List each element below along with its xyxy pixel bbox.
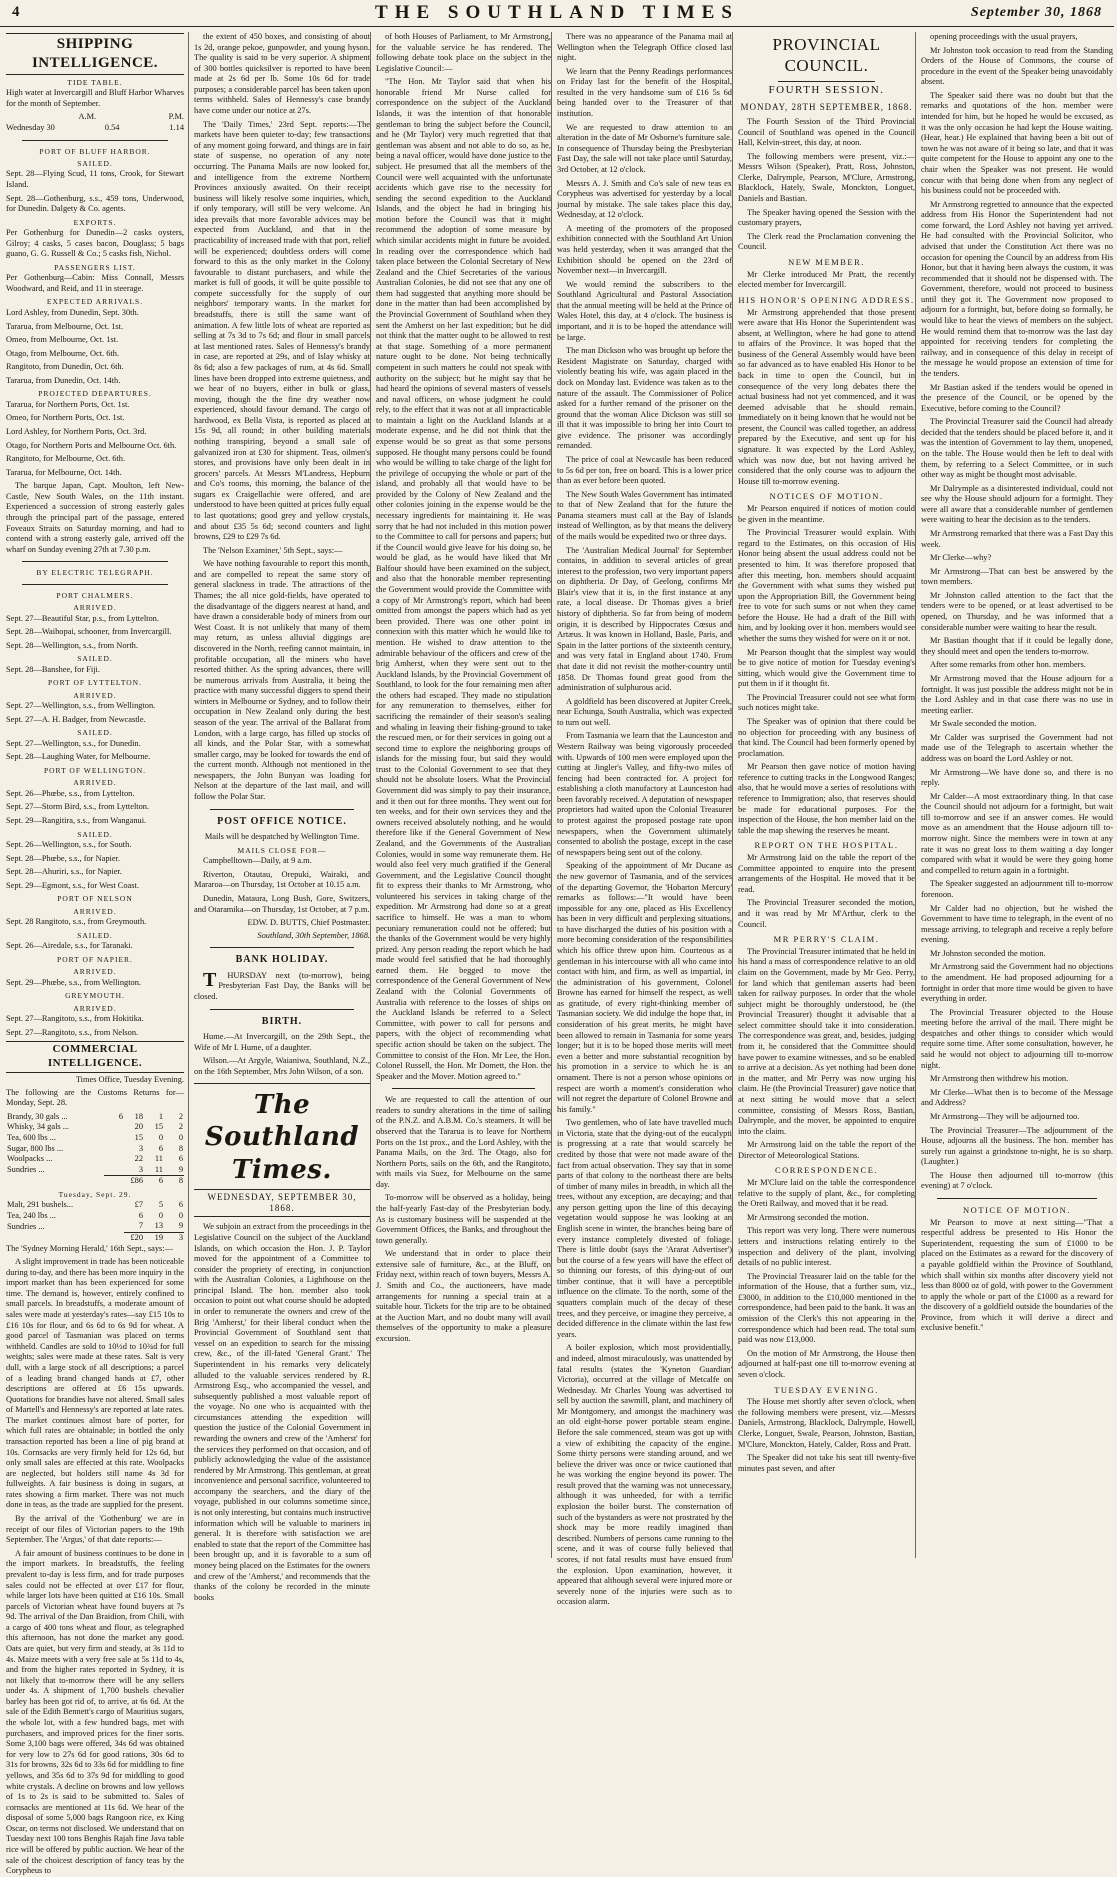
notices-paras <box>738 528 915 836</box>
paragraph: Mr Armstrong then withdrew his motion. <box>930 1074 1069 1084</box>
paragraph: Mr Armstrong—We have done so, and there is no reply. <box>921 767 1113 788</box>
paragraph: opening proceedings with the usual prayers, <box>930 32 1078 41</box>
paragraph: We are requested to call the attention of our readers to sundry alterations in the time of sailing of the P.N.Z. and A.B.M. Co.'s steamers. It will be observed that the Tararua is to leave for Northern Ports on the 1st prox., and the Lord Ashley, with the Panama Mails, on the 3rd. The Otago, also for Northern Ports, sails on the 6th, and the Rangitoto, with mails via Suez, for Melbourne on the same day. <box>376 1095 551 1189</box>
nelson-arrived <box>6 917 184 928</box>
paragraph: Mr Calder had no objection, but he wished the Government to have time to telegraph, in the event of no message arriving, to telegraph and receive a reply before evening. <box>921 903 1113 945</box>
paragraph: The Provincial Treasurer said the Council had already decided that the tenders should be placed before it, and it was the intention of Government to lay them, unopened, on the table. The House would then be left to deal with them, by referring to a Select Committee, or in such other way as might be thought most advisable. <box>921 417 1113 480</box>
table-row: Woolpacks ... 22 11 6 <box>7 1154 183 1164</box>
paragraph: The Provincial Treasurer laid on the table for the information of the House, that a further sum, viz., £3000, in addition to the £10,000 mentioned in the correspondence, had been paid to the bank. It was an omission of the Clerk's this not appearing in the correspondence which had been read. The total sum paid was now £13,000. <box>738 1271 915 1345</box>
paragraph: Mr Swale seconded the motion. <box>930 719 1037 729</box>
list-item: Sept. 27—Beautiful Star, p.s., from Lyttelton. <box>6 613 159 623</box>
list-item: Sept. 28—Laughing Water, for Melbourne. <box>6 752 151 762</box>
list-item: Sept. 27—Wellington, s.s., from Wellington. <box>6 701 156 711</box>
corr-paras <box>738 1178 915 1380</box>
port-bluff-title: PORT OF BLUFF HARBOR. <box>39 146 151 156</box>
tide-title: TIDE TABLE. <box>67 77 123 87</box>
leader-paras <box>194 1222 370 1603</box>
paragraph: The Provincial Treasurer—The adjournment of the House, adjourns all the business. The hon. member has surely run against a grindstone to-night, he is so sharp. (Laughter.) <box>921 1125 1113 1167</box>
paragraph: To-morrow will be observed as a holiday, being the half-yearly Fast-day of the Presbyterian body. As is customary business will be suspended at the Government Offices, the Banks, and throughout the town generally. <box>376 1193 551 1245</box>
postmaster-sig: EDW. D. BUTTS, Chief Postmaster. <box>247 918 370 928</box>
nelson-sailed <box>6 941 184 952</box>
session-title: FOURTH SESSION. <box>768 83 885 96</box>
list-item: Sept. 27—A. H. Badger, from Newcastle. <box>6 714 146 724</box>
paragraph: Two gentlemen, who of late have travelled much in Victoria, state that the dying-out of the eucalypti is progressing at a rate that would scarcely be credited by those that were not made aware of the fact from actual observation. They say that in some parts of that colony to the northeast there are belts of timber of many miles in breadth, in which all the trees, without any exception, are decaying; and that any person getting upon the line of this decaying vegetation would suppose he was looking at an English scene in winter, the branches being bare of every instance completely divested of foliage. There is little doubt (says the 'Ararat Advertiser') but the course of a few years will have the effect of so thinning our forests, of this dying-out of our timber continue, that it will have a perceptible influence on the climate. To the north, some of the squatters complain much of the decay of these trees, and they perceive, or imagine they perceive, a decided difference in the climate within the last few years. <box>557 1118 732 1339</box>
list-item: Tararua, from Dunedin, Oct. 14th. <box>6 375 121 385</box>
column-markets: the extent of 450 boxes, and consisting of about 1s 2d, orange pekoe, gunpowder, and young hyson. The quality is said to be very superior. A shipment of 300 bottles quicksilver is reported to have been made at 2s 6d per lb. Some 10s 6d for trade purposes; a considerable parcel has been taken upon terms withheld. Sales of Hennessy's case brandy have come under our notice at 27s. The 'Daily Times,' 23rd Sept. reports:—The markets have been quieter to-day; few transactions of any moment going forward, and things are in fair state of suspense, no operation of any note occurring. The Panama Mails are now looked for, and intelligence from the extreme Northern Provinces anxiously awaited. On their receipt business will likely resolve some inquiries, which, if only temporary, will still be very welcome. An idea prevails that more favorable advices may be expected from Auckland, and that in the practicability of increased trade with that port, relief will be experienced; doubtless orders will come forward to this as the only market in the Colony favourable to distant purchasers, and while the market is full of goods, it will be quite possible to compete successfully for the supply of our neighbors' temporary wants. In the market for breadstuffs, there is still the same want of animation. A few little lots of wheat are reported as selling at 7s 3d to 7s 6d; and flour in small parcels at last mentioned rates. Sales of Hennessy's brandy in case, are reported at 29s, and of Islay whisky at 8s 6d; also a few packages of rum, at 4s 6d. Small lines have been dropped into extreme quietness, and we hear of no buyers, either in bulk or glass, moving, though the the fine dry weather now experienced, should favour demand. The cargo of hardwood, ex Bella Vista, is reported as placed at 15s 9d, all round; in other building materials nothing transpiring, beyond a small sale of galvanized iron at £30 for shipment. Teas, oilmen's stores, and provisions have only been dealt in in grocers' parcels. At Messrs M'Landress, Hepburn and Co's rooms, this morning, the balance of the sugars ex Craigellachie were offered, and are understood to have been quitted at prices fully equal to last quotations; good grey and yellow crystals, and about £35 5s 6d; second counters and light browns, £29 to £29 7s 6d. The 'Nelson Examiner,' 5th Sept., says:— We have nothing favourable to report this month, and are compelled to repeat the same story of general slackness in trade. The attractions of the Thames; the all nice gold-fields, have operated to the disadvantage of the diggers nearest at hand, and have drawn a considerable body of miners from our West Coast. It is not unlikely that many of them may return, as unless alluvial diggings are discovered in the North, reefing cannot maintain, in profitable occupation, all the miners who have resorted thither. As the spring advances, there will be numerous arrivals from Australia, it being the practice with many successful diggers to spend their winters in Melbourne or Sydney, and to follow their occupation in New Zealand only during the best season of the year. The arrival of the Ballarat from London, with a large cargo, has filled up stocks of all kinds, and the Polar Star, with a somewhat smaller cargo, may be looked for towards the end of the current month. Although not mentioned in the newspapers, the John Bunyan was loading for Nelson at the departure of the last mail, and will follow the Polar Star. POST OFFICE NOTICE. Mails will be despatched by Wellington Time. MAILS CLOSE FOR— Campbelltown—Daily, at 9 a.m. Riverton, Otautau, Orepuki, Wairaki, and Mararoa—on Thursday, 1st October at 10.15 a.m. Dunedin, Mataura, Long Bush, Gore, Switzers, and Otaramika—on Thursday, 1st October, at 7 p.m. EDW. D. BUTTS, Chief Postmaster. Southland, 30th September, 1868. BANK HOLIDAY. THURSDAY next (to-morrow), being Presbyterian Fast Day, the Banks will be closed. BIRTH. Hume.—At Invercargill, on the 29th Sept., the Wife of Mr I. Hume, of a daughter. Wilson.—At Argyle, Waianiwa, Southland, N.Z., on the 16th September, Mrs John Wilson, of a son. The Southland Times. WEDNESDAY, SEPTEMBER 30, 1868. We subjoin an extract from the proceedings in the Legislative Council on the subject of the Auckland Islands, on which occasion the Hon. J. P. Taylor moved for the appointment of a Committee to consider the propriety of erecting, in conjunction with the Australian Colonies, a Lighthouse on the principal Island. The hon. member also took occasion to point out what course should be adopted in order to remunerate the owners and crew of the Brig 'Amherst,' for their liberal conduct when the Provincial Government of Southland sent that vessel on an expedition to search for the missing crew, &c., of the ill-fated 'General Grant.' The Superintendent in his remarks very delicately alluded to the valuable services rendered by R. Armstrong Esq., who accompanied the vessel, and subsequently published a most valuable report of the voyage. No one who is acquainted with the circumstances attending the expedition will question the justice of the Colonial Government in rewarding the owners and crew of the 'Amherst' for the services they performed on that occasion, and of publicly acknowledging the value of the assistance rendered by Mr Armstrong. This gentleman, at great inconvenience and personal sacrifice, volunteered to accompany the searchers, and the diary of the voyage, published in our columns sometime since, is not only interesting, but contains much instructive information which will be valuable to mariners in general. It is therefore with satisfaction we are enabled to state that the report of the Committee has been brought up, and it is favorable to a sum of money being placed on the Estimates for the owners and crew of the 'Amherst,' and recommends that the thanks of the colony be recorded in the minute books <box>188 32 375 1558</box>
paragraph: The New South Wales Government has intimated to that of New Zealand that for the future the Panama steamers must call at the Bay of Islands instead of Wellington, as by that means the delivery of the mails would be expedited two or three days. <box>557 489 732 542</box>
times-office: Times Office, Tuesday Evening. <box>75 1075 184 1085</box>
paragraph: Mr Armstrong laid on the table the report of the Committee appointed to enquire into the present arrangements of the Hospital. He moved that it be read. <box>738 853 915 894</box>
paragraph: Mr Armstrong seconded the motion. <box>747 1212 869 1222</box>
paragraph: Mr Dalrymple as a disinterested individual, could not see why the House should adjourn for a fortnight. They were all aware that a considerable number of gentlemen were waiting to hear the decision as to the tenders. <box>921 483 1113 525</box>
paragraph: This report was very long. There were numerous letters and instructions relating entirely to the inspection and delivery of the plant, involving details of no public interest. <box>738 1226 915 1268</box>
list-item: Sept. 29—Phœbe, s.s., from Wellington. <box>6 977 142 987</box>
paragraph: We learn that the Penny Readings performances on Friday last for the benefit of the Hospital, resulted in the very handsome sum of £16 5s 6d being handed over to the Treasurer of that institution. <box>557 66 732 119</box>
list-item: Omeo, from Melbourne, Oct. 1st. <box>6 335 119 345</box>
passengers-text: Per Gothenburg—Cabin: Miss Connall, Messrs Woodward, and Reid, and 11 in steerage. <box>6 273 184 293</box>
napier-arrived <box>6 978 184 989</box>
paragraph: The House met shortly after seven o'clock, when the following members were present, viz.—Messrs Daniels, Armstrong, Blacklock, Dalrymple, Howell, Clerke, Longuet, Swale, Pearson, Johnston, Bastian, M'Clure, Monckton, Hately, Calder, Ross and Pratt. <box>738 1397 915 1449</box>
paragraph: There was no appearance of the Panama mail at Wellington when the Telegraph Office closed last night. <box>557 32 732 63</box>
legislative-paras <box>376 32 551 1082</box>
table-row: Malt, 291 bushels... £7 5 6 <box>7 1200 183 1210</box>
bank-holiday-title: BANK HOLIDAY. <box>235 954 329 966</box>
customs-table-2 <box>6 1200 184 1243</box>
paragraph: A fair amount of business continues to be done in the import markets. In breadstuffs, the feeling prevalent to-day is less firm, and for trade purposes sales could not be effected at over £17 for flour, while larger lots have been quitted at £16 10s. Small parcels of Victorian wheat have found buyers at 7s 9d. The arrival of the Dan Braidion, from Chili, with a cargo of 400 tons wheat and flour, as telegraphed this afternoon, has not done the market any good. Oats are quiet, but very firm and steady, at 3s 11d to 4s. Maize meets with a very free sale at 5s 11d to 4s, and from the higher rates reported in Sydney, it is not likely that to-morrow there will be any sellers under 4s. A shipment of 1,700 bushels chevalier barley has been got rid of, to arrive, at 6s 6d. At the sale of the Edith Bennett's cargo of Mauritius sugars, the whole lot, with a few hundred bags, met with purchasers, and improved prices for the finer sorts. Some 3,100 bags were offered, 34s 6d was obtained for very low to 27s 6d for good rations, 30s 6d to 31s for browns, 32s 6d to 33s 6d for middling to fine yellows, and 35s 6d to 37s 9d for middling to good white crystals. A decline on browns and low yellows of 1s to 2s is said to be submitted to. Sales of cornsacks are mentioned at 11s 6d. We hear of the disposal of some 5,000 bags Rangoon rice, ex King Oscar, on terms not disclosed. We understand that on Tuesday next 100 tons Benghis Rajah fine Java table rice will be offered by public auction. We hear of the sale of the choicest description of fancy teas by the Corypheus to <box>6 1548 184 1876</box>
list-item: Sept. 29—Rangitira, s.s., from Wanganui. <box>6 816 147 826</box>
post-office-title: POST OFFICE NOTICE. <box>217 815 347 827</box>
paragraph: The Provincial Treasurer would explain. With regard to the Estimates, on this occasion of His Honor being absent the usual address could not be presented to him. It was therefore proposed that after this meeting, hon. members should acquaint the Government with what sums they wished put upon the Appropriation Bill, the Government being free to vote for such sums or not when they came before the House. He had a draft of the Bill with him, and by looking over it hon. members would see whether the sums they wished for were on it or not. <box>738 528 915 643</box>
list-item: Sept. 28—Phœbe, s.s., for Napier. <box>6 853 120 863</box>
notice-paras <box>921 1218 1113 1334</box>
chalmers-sailed <box>6 665 184 676</box>
list-item: Tararua, from Melbourne, Oct. 1st. <box>6 321 124 331</box>
chalmers-arrived <box>6 614 184 652</box>
list-item: Sept. 28—Wellington, s.s., from North. <box>6 640 138 650</box>
paragraph: Riverton, Otautau, Orepuki, Wairaki, and Mararoa—on Thursday, 1st October at 10.15 a.m. <box>194 869 370 890</box>
paragraph: Mr Johnston called attention to the fact that the tenders were to be opened, or at least advertised to be opened, on Thursday, and he was informed that a considerable number were waiting to hear the result. <box>921 590 1113 632</box>
paragraph: We subjoin an extract from the proceedings in the Legislative Council on the subject of the Auckland Islands, on which occasion the Hon. J. P. Taylor moved for the appointment of a Committee to consider the propriety of erecting, in conjunction with the Australian Colonies, a Lighthouse on the principal Island. The hon. member also took occasion to point out what course should be adopted in order to remunerate the owners and crew of the Brig 'Amherst,' for their liberal conduct when the Provincial Government of Southland sent that vessel on an expedition to search for the missing crew, &c., of the ill-fated 'General Grant.' The Superintendent in his remarks very delicately alluded to the valuable services rendered by R. Armstrong Esq., who accompanied the vessel, and subsequently published a most valuable report of the voyage. No one who is acquainted with the circumstances attending the expedition will question the justice of the Colonial Government in rewarding the owners and crew of the 'Amherst' for the services they performed on that occasion, and of publicly acknowledging the value of the assistance rendered by Mr Armstrong. This gentleman, at great inconvenience and personal sacrifice, volunteered to accompany the searchers, and the diary of the voyage, published in our columns sometime since, is not only interesting, but contains much instructive information which will be valuable to mariners in general. It is therefore with satisfaction we are enabled to state that the report of the Committee has been brought up, and it is favorable to a sum of money being placed on the Estimates for the owners and crew of the 'Amherst,' and recommends that the thanks of the colony be recorded in the minute books <box>194 1222 370 1602</box>
paragraph: Mr Bastian thought that if it could be legally done, they should meet and open the tenders to-morrow. <box>921 636 1113 656</box>
list-item: Sept. 28—Banshee, for Fiji. <box>6 664 100 674</box>
list-item: Rangitoto, for Melbourne, Oct. 6th. <box>6 454 126 464</box>
list-item: Otago, from Melbourne, Oct. 6th. <box>6 348 120 358</box>
paragraph: Speaking of the appointment of Mr Ducane as the new governor of Tasmania, and of the services of the departing Governor, the 'Hobarton Mercury' remarks as follows:—"It would have been impossible for any one, placed as His Excellency has been in very difficult and perplexing situations, to have discharged the duties of his position with a more becoming consideration of the responsibilities which his office threw upon him. Courteous as a gentleman in his intercourse with all who came into contact with him, and firm, as well as impartial, in the administration of his government, Colonel Browne has earned for himself the respect, as well as gratitude, of every right-thinking member of Tasmanian society. We did indulge the hope that, in consideration of his great merits, he might have been allowed to remain in Tasmania for some years longer; but it is to be hoped those merits will meet even a better and more substantial recognition by his promotion in a service to which he is an ornament. There is not a person whose opinions or respect are worth a moment's consideration who will not regret the departure of Colonel Browne and his family." <box>557 861 732 1114</box>
herald-paras <box>6 1257 184 1877</box>
birth-hume: Hume.—At Invercargill, on the 29th Sept., the Wife of Mr I. Hume, of a daughter. <box>194 1032 370 1052</box>
paragraph: The Provincial Treasurer intimated that he held in his hand a mass of correspondence relative to an old claim on the Government, made by Mr Geo. Perry, for land which that gentleman asserts had been taken for railway purposes. In order that the whole subject might be thoroughly understood, he (the Provincial Treasurer) thought it advisable that a select committee should take it into consideration. The correspondence was great, and, besides, judging from it, he considered that the Committee should have power to examine witnesses, and so be enabled to arrive at a decision. As yet nothing had been done in the matter, and Mr Perry was now urging his claim. He (the Provincial Treasurer) gave notice that at next sitting he would move that a select committee, consisting of Messrs Ross, Bastian, Dalrymple, and the mover, be appointed to enquire into the claim. <box>738 946 915 1136</box>
paragraph: Mr Armstrong remarked that there was a Fast Day this week. <box>921 529 1113 549</box>
list-item: Sept. 27—Rangitoto, s.s., from Hokitika. <box>6 1014 144 1024</box>
commercial-heading: COMMERCIAL INTELLIGENCE. <box>6 1041 184 1073</box>
list-item: Rangitoto, from Dunedin, Oct. 6th. <box>6 362 124 372</box>
paragraph: The 'Nelson Examiner,' 5th Sept., says:— <box>203 545 343 555</box>
paragraph: Mr Calder—A most extraordinary thing. In that case the Council should not adjourn for a fortnight, but wait till to-morrow and see if an answer comes. He would move as an amendment that the House adjourn till to-morrow night. Since the members were in town at any rate it was no great loss to them waiting a day longer compared with what it would be were they going home and compelled to return again in a fortnight. <box>921 791 1113 875</box>
paragraph: The Speaker having opened the Session with the customary prayers, <box>738 207 915 228</box>
list-item: Sept. 28—Ahuriri, s.s., for Napier. <box>6 867 122 877</box>
tide-desc: High water at Invercargill and Bluff Harbor Wharves for the month of September. <box>6 88 184 108</box>
list-item: Omeo, for Northern Ports, Oct. 1st. <box>6 413 125 423</box>
list-item: Tararua, for Northern Ports, Oct. 1st. <box>6 399 130 409</box>
paragraph: Mr Pearson then gave notice of motion having reference to cutting tracks in the Longwood Ranges; also, that he would move a series of resolutions with reference to Immigration; also, that reserves should be made for educational purposes. For the inspection of the House, the hon member laid on the table the map shewing the reserves he meant. <box>738 762 915 835</box>
paragraph: Mr Armstrong—They will be adjourned too. <box>930 1111 1080 1121</box>
paragraph: of both Houses of Parliament, to Mr Armstrong, for the valuable service he has rendered. The following debate took place on the subject in the Legislative Council:— <box>376 32 551 73</box>
paragraph: Mr Armstrong laid on the table the report of the Director of Meteorological Stations. <box>738 1140 915 1160</box>
paragraph: Mr Clerke—What then is to become of the Message and Address? <box>921 1087 1113 1108</box>
paragraph: The Speaker suggested an adjournment till to-morrow forenoon. <box>921 879 1113 899</box>
paragraph: The Speaker did not take his seat till twenty-five minutes past seven, and after <box>738 1453 915 1473</box>
markets-paras <box>194 32 370 803</box>
total-row: £20 19 3 <box>6 1233 184 1244</box>
list-item: Sept. 26—Airedale, s.s., for Taranaki. <box>6 941 133 951</box>
bank-holiday-text: THURSDAY next (to-morrow), being Presbyterian Fast Day, the Banks will be closed. <box>194 968 370 1002</box>
bluff-entries <box>6 169 184 214</box>
paragraph: The Provincial Treasurer seconded the motion, and it was read by Mr M'Arthur, clerk to the Council. <box>738 898 915 929</box>
list-item: Sept. 27—Wellington, s.s., for Dunedin. <box>6 738 141 748</box>
paragraph: We would remind the subscribers to the Southland Agricultural and Pastoral Association that the annual meeting will be held at the Prince of Wales Hotel, this day, at 4 o'clock. The business is important, and it is to be hoped the attendance will be large. <box>557 279 732 342</box>
paper-name: The Southland Times. <box>204 1089 360 1186</box>
session-paras <box>738 117 915 253</box>
list-item: Sept. 27—Storm Bird, s.s., from Lyttelton. <box>6 802 150 812</box>
barque-text: The barque Japan, Capt. Moulton, left New-Castle, New South Wales, on the 11th instant. Experienced a succession of strong easterly gales through the principal part of the passage, entered Foveaux Straits on Saturday morning, and had to contend with a strong easterly gale, arrived off the wharf on Sunday evening 27th at 7.30 p.m. <box>6 481 184 554</box>
paragraph: A goldfield has been discovered at Jupiter Creek, near Echunga, South Australia, which was expected to turn out well. <box>557 696 732 727</box>
hospital-paras <box>738 853 915 930</box>
paragraph: Mr Pearson thought that the simplest way would be to give notice of motion for Tuesday evening's sitting, which would give the Government time to put them in if it thought fit. <box>738 647 915 689</box>
paragraph: Mr Armstrong said the Government had no objections to the amendment. He had proposed adjourning for a fortnight in order that more time would be given to have everything in order. <box>921 962 1113 1004</box>
table-row: Tea, 240 lbs ... 6 0 0 <box>7 1210 183 1220</box>
paragraph: A slight improvement in trade has been noticeable during to-day, and there has been more inquiry in the import market than has been experienced for some time. The demand is, however, entirely confined to small parcels. In breadstuffs, a moderate amount of sales were made at yesterday's rates—say £15 10s to £16 10s for flour, and 6s 6d to 6s 9d for wheat. A good parcel of Tasmanian was placed on terms withheld. Candles are sold to 10½d to 10¾d for full weights; sales were made at these rates. Salt is very dull, with a large stock of all descriptions; a parcel of a leading brand changed hands at £7, other descriptions are offered at £6 15s upwards. Quotations for brandies have not altered. Small sales of Martell's and Hennessy's are reported at late rates. The market continues almost bare of porter, for which full rates are obtainable; in bottled the only transaction reported has been a line of pig brand at 10s. Cornsacks are very firmly held for 12s 6d, but only small sales are effected at this rate. Woolpacks are neglected, but holders still name 4s 3d for fullweights. A fair business is doing in sugars, at rates showing a firm market. There was not much done in teas, as the trade are supplied for the present. <box>6 1257 184 1510</box>
paragraph: The 'Daily Times,' 23rd Sept. reports:—The markets have been quieter to-day; few transactions of any moment going forward, and things are in fair state of suspense, no operation of any note occurring. The Panama Mails are now looked for, and intelligence from the extreme Northern Provinces anxiously awaited. On their receipt business will likely resolve some inquiries, which, if only temporary, will still be very welcome. An idea prevails that more favorable advices may be expected from Auckland, and that in the practicability of increased trade with that port, relief will be experienced; doubtless orders will come forward to this as the only market in the Colony favourable to distant purchasers, and while the market is full of goods, it will be quite possible to compete successfully for the supply of our neighbors' temporary wants. In the market for breadstuffs, there is still the same want of animation. A few little lots of wheat are reported as selling at 7s 3d to 7s 6d; and flour in small parcels at last mentioned rates. Sales of Hennessy's brandy in case, are reported at 29s, and of Islay whisky at 8s 6d; also a few packages of rum, at 4s 6d. Small lines have been dropped into extreme quietness, and we hear of no buyers, either in bulk or glass, moving, though the the fine dry weather now experienced, should favour demand. The cargo of hardwood, ex Bella Vista, is reported as placed at 15s 9d, all round; in other building materials nothing transpiring, beyond a small sale of galvanized iron at £30 for shipment. Teas, oilmen's stores, and provisions have only been dealt in in grocers' parcels. At Messrs M'Landress, Hepburn and Co's rooms, this morning, the balance of the sugars ex Craigellachie were offered, and are understood to have been quitted at prices fully equal to last quotations; good grey and yellow crystals, and about £35 5s 6d; second counters and light browns, £29 to £29 7s 6d. <box>194 119 370 542</box>
lyttelton-arrived <box>6 701 184 725</box>
telegraph-title: BY ELECTRIC TELEGRAPH. <box>36 568 154 578</box>
paragraph: Mr Johnston took occasion to read from the Standing Orders of the House of Commons, the course of procedure in the event of the Speaker being unavoidably absent. <box>921 45 1113 87</box>
table-row: Whisky, 34 gals ... 20 15 2 <box>7 1122 183 1132</box>
column-shipping: SHIPPING INTELLIGENCE. TIDE TABLE. High water at Invercargill and Bluff Harbor Wharves for the month of September. A.M. P.M. Wednesday 30 0.54 1.14 PORT OF BLUFF HARBOR. SAILED. Sept. 28—Flying Scud, 11 tons, Crook, for Stewart Island. Sept. 28—Gothenburg, s.s., 459 tons, Underwood, for Dunedin. Dalgety & Co. agents. EXPORTS. Per Gothenburg for Dunedin—2 casks oysters, Gilroy; 4 casks, 5 cases bacon, Douglass; 5 bags guano, G. G. Russell & Co.; 5 casks fish, Nichol. PASSENGERS LIST. Per Gothenburg—Cabin: Miss Connall, Messrs Woodward, and Reid, and 11 in steerage. EXPECTED ARRIVALS. Lord Ashley, from Dunedin, Sept. 30th. Tararua, from Melbourne, Oct. 1st. Omeo, from Melbourne, Oct. 1st. Otago, from Melbourne, Oct. 6th. Rangitoto, from Dunedin, Oct. 6th. Tararua, from Dunedin, Oct. 14th. PROJECTED DEPARTURES. Tararua, for Northern Ports, Oct. 1st. Omeo, for Northern Ports, Oct. 1st. Lord Ashley, for Northern Ports, Oct. 3rd. Otago, for Northern Ports and Melbourne Oct. 6th. Rangitoto, for Melbourne, Oct. 6th. Tararua, for Melbourne, Oct. 14th. The barque Japan, Capt. Moulton, left New-Castle, New South Wales, on the 11th instant. Experienced a succession of strong easterly gales through the principal part of the passage, entered Foveaux Straits on Saturday morning, and had to contend with a strong easterly gale, arrived off the wharf on Sunday evening 27th at 7.30 p.m. BY ELECTRIC TELEGRAPH. PORT CHALMERS. ARRIVED. Sept. 27—Beautiful Star, p.s., from Lyttelton. Sept. 28—Waihopai, schooner, from Invercargill. Sept. 28—Wellington, s.s., from North. SAILED. Sept. 28—Banshee, for Fiji. PORT OF LYTTELTON. ARRIVED. Sept. 27—Wellington, s.s., from Wellington. Sept. 27—A. H. Badger, from Newcastle. SAILED. Sept. 27—Wellington, s.s., for Dunedin. Sept. 28—Laughing Water, for Melbourne. PORT OF WELLINGTON. ARRIVED. Sept. 26—Phœbe, s.s., from Lyttelton. Sept. 27—Storm Bird, s.s., from Lyttelton. Sept. 29—Rangitira, s.s., from Wanganui. SAILED. Sept. 26—Wellington, s.s., for South. Sept. 28—Phœbe, s.s., for Napier. Sept. 28—Ahuriri, s.s., for Napier. Sept. 29—Egmont, s.s., for West Coast. PORT OF NELSON ARRIVED. Sept. 28 Rangitoto, s.s., from Greymouth. SAILED. Sept. 26—Airedale, s.s., for Taranaki. PORT OF NAPIER. ARRIVED. Sept. 29—Phœbe, s.s., from Wellington. GREYMOUTH. ARRIVED. Sept. 27—Rangitoto, s.s., from Hokitika. Sept. 27—Rangitoto, s.s., from Nelson. COMMERCIAL INTELLIGENCE. Times Office, Tuesday Evening. The following are the Customs Returns for—Monday, Sept. 28. Brandy, 30 gals ... 6 18 1 2 Whisky, 34 gals ... 20 15 2 Tea, 600 lbs ... 15 0 0 Sugar, 800 lbs ... 3 6 8 Woolpacks ... 22 11 6 Sundries ... 3 11 9 £86 6 8 Tuesday, Sept. 29. Malt, 291 bushels... £7 5 6 Tea, 240 lbs ... 6 0 0 Sundries ... 7 13 9 £20 19 3 The 'Sydney Morning Herald,' 16th Sept., says:— A slight improvement in trade has been noticeable during to-day, and there has been more inquiry in the import market than has been experienced for some time. The demand is, however, entirely confined to small parcels. In breadstuffs, a moderate amount of sales were made at yesterday's rates—say £15 10s to £16 10s for flour, and 6s 6d to 6s 9d for wheat. A good parcel of Tasmanian was placed on terms withheld. Candles are sold to 10½d to 10¾d for full weights; sales were made at these rates. Salt is very dull, with a large stock of all descriptions; a parcel of a leading brand changed hands at £7, other descriptions are offered at £6 15s upwards. Quotations for brandies have not altered. Small sales of Martell's and Hennessy's are reported at late rates. The market continues almost bare of porter, for which full rates are obtainable; in bottled the only transaction reported has been a line of pig brand at 10s. Cornsacks are very firmly held for 12s 6d, but only small sales are effected at this rate. Woolpacks are neglected, but holders still name 4s 3d for fullweights. A fair business is doing in sugars, at rates showing a firm market. There was not much done in teas, as the trade are supplied for the present. By the arrival of the 'Gothenburg' we are in receipt of our files of Victorian papers to the 19th September. The 'Argus,' of that date reports:— A fair amount of business continues to be done in the import markets. In breadstuffs, the feeling prevalent to-day is less firm, and for trade purposes sales could not be effected at over £17 for flour, while larger lots have been quitted at £16 10s. Small parcels of Victorian wheat have found buyers at 7s 9d. The arrival of the Dan Braidion, from Chili, with a cargo of 400 tons wheat and flour, as telegraphed this afternoon, has not done the market any good. Oats are quiet, but very firm and steady, at 3s 11d to 4s. Maize meets with a very free sale at 5s 11d to 4s, and from the higher rates reported in Sydney, it is not likely that to-morrow there will be any sellers under 4s. A shipment of 1,700 bushels chevalier barley has been got rid of, to arrive, at 6s 6d. At the sale of the Edith Bennett's cargo of Mauritius sugars, the whole lot, with a few hundred bags, met with purchasers, and improved prices for the finer sorts. Some 3,100 bags were offered, 34s 6d was obtained for very low to 27s 6d for good rations, 30s 6d to 31s for browns, 32s 6d to 33s 6d for middling to fine yellows, and 35s 6d to 37s 9d for middling to good white crystals. A decline on browns and low yellows of 1s to 2s is said to be submitted to. Sales of cornsacks are mentioned at 11s 6d. We hear of the disposal of some 5,000 bags Rangoon rice, ex King Oscar, on terms not disclosed. We understand that on Tuesday next 100 tons Benghis Rajah fine Java table rice will be offered by public auction. We hear of the sale of the choicest description of fancy teas by the Corypheus to <box>4 32 189 1558</box>
expected-list <box>6 308 184 386</box>
paragraph: Messrs A. J. Smith and Co's sale of new teas ex Corypheus was advertised for yesterday by a local journal by mistake. The sale takes place this day, Wednesday, at 12 o'clock. <box>557 178 732 220</box>
paragraph: Mr Armstrong—That can best be answered by the town members. <box>921 566 1113 587</box>
paragraph: Mr M'Clure laid on the table the correspondence relative to the supply of plant, &c., for completing the Oreti Railway, and moved that it be read. <box>738 1178 915 1209</box>
paragraph: On the motion of Mr Armstrong, the House then adjourned at half-past one till to-morrow evening at seven o'clock. <box>738 1348 915 1379</box>
list-item: Sept. 26—Phœbe, s.s., from Lyttelton. <box>6 788 135 798</box>
paragraph: Dunedin, Mataura, Long Bush, Gore, Switzers, and Otaramika—on Thursday, 1st October, at 7 p.m. <box>194 893 370 914</box>
paragraph: After some remarks from other hon. members. <box>930 660 1086 670</box>
table-row: Sundries ... 3 11 9 <box>7 1164 183 1174</box>
issue-date: September 30, 1868 <box>970 5 1102 20</box>
paragraph: Mr Armstrong moved that the House adjourn for a fortnight. It was just possible the address might not be in the Lord Ashley and in that case there was no use in meeting earlier. <box>921 673 1113 715</box>
council-cont-paras <box>921 32 1113 1192</box>
table-row: Sugar, 800 lbs ... 3 6 8 <box>7 1143 183 1153</box>
customs-table-1 <box>6 1112 184 1187</box>
column-legislative <box>370 32 556 1558</box>
paragraph: the extent of 450 boxes, and consisting of about 1s 2d, orange pekoe, gunpowder, and young hyson. The quality is said to be very superior. A shipment of 300 bottles quicksilver is reported to have been made at 2s 6d per lb. Some 10s 6d for trade purposes; a considerable parcel has been taken upon terms withheld. Sales of Hennessy's case brandy have come under our notice at 27s. <box>194 32 370 116</box>
session-date: MONDAY, 28TH SEPTEMBER, 1868. <box>740 101 913 112</box>
paragraph: Mr Armstrong regretted to announce that the expected address from His Honor the Superintendent had not come forward, the Lord Ashley not having yet arrived. He had consulted with the Provincial Solicitor, who advised that under the Constitution Act there was no occasion for opening the Council by an address from His Honor, but that it having been always the custom, it was recommended that it should not be dispensed with. The Government, therefore, would not proceed to business until they got it. The Government now proposed to adjourn for a fortnight, but, before doing so formally, he would like to hear the views of members on the subject. He would remind them that to-morrow was the last day appointed for receiving tenders for completing the railway, and in consequence of this delay in receipt of the message he would propose an extension of time for the tenders. <box>921 199 1113 378</box>
paragraph: We understand that in order to place their extensive sale of furniture, &c., at the Bluff, on Friday next, within reach of town buyers, Messrs A. J. Smith and Co., the auctioneers, have made arrangements for running a special train at a suitable hour. Tickets for the trip are to be obtained at the Auction Mart, and no doubt many will avail themselves of the opportunity to make a pleasure excursion. <box>376 1249 551 1343</box>
list-item: Sept. 28 Rangitoto, s.s., from Greymouth. <box>6 917 147 927</box>
list-item: Lord Ashley, from Dunedin, Sept. 30th. <box>6 307 139 317</box>
paragraph: The man Dickson who was brought up before the Resident Magistrate on Saturday, charged with violently beating his wife, was again placed in the dock on Monday last. Evidence was taken as to the nature of the assault. The Commissioner of Police asked for a further remand of the prisoner on the ground that the woman Alice Dickson was still so ill that it was impossible to bring her into Court to give evidence. The prisoner was accordingly remanded. <box>557 346 732 451</box>
list-item: Sept. 29—Egmont, s.s., for West Coast. <box>6 880 139 890</box>
paragraph: From Tasmania we learn that the Launceston and Western Railway was being vigorously proceeded with. Upwards of 100 men were employed upon the cutting at Jingler's Valley, and fifty-two miles of fencing had been contracted for. A project for establishing a cloth manufactory at Launceston had been favorably received. A deputation of newspaper proprietors had waited upon the Colonial Treasurer to protest against the proposed postage rate upon newspapers, when the Government ultimately consented to abolish the postage, except in the case of newspapers being sent out of the colony. <box>557 731 732 857</box>
paragraph: The following members were present, viz.:—Messrs Wilson (Speaker), Pratt, Ross, Johnston, Clerke, Dalrymple, Pearson, M'Clure, Armstrong, Blacklock, Hately, Swale, Monckton, Longuet, Daniels and Bastian. <box>738 151 915 204</box>
paper-date: WEDNESDAY, SEPTEMBER 30, 1868. <box>194 1189 370 1218</box>
customs-intro: The following are the Customs Returns for—Monday, Sept. 28. <box>6 1087 184 1108</box>
tide-row: Wednesday 30 0.54 1.14 <box>6 122 184 132</box>
list-item: Sept. 28—Flying Scud, 11 tons, Crook, for Stewart Island. <box>6 169 184 189</box>
column-news <box>551 32 737 1607</box>
paragraph: We have nothing favourable to report this month, and are compelled to repeat the same story of general slackness in trade. The attractions of the Thames; the all nice gold-fields, have operated to the disadvantage of the diggers nearest at hand, and have drawn a considerable body of miners from our West Coast. It is not unlikely that many of them may return, as unless alluvial diggings are discovered in the North, reefing cannot maintain, in profitable occupation, all the miners who have resorted thither. As the spring advances, there will be numerous arrivals from Australia, it being the practice with many successful diggers to spend their winters in Melbourne or Sydney, and to follow their occupation in New Zealand only during the best season of the year. The arrival of the Ballarat from London, with a large cargo, has filled up stocks of all kinds, and the Polar Star, with a somewhat smaller cargo, may be looked for towards the end of the current month. Although not mentioned in the newspapers, the John Bunyan was loading for Nelson at the departure of the last mail, and will follow the Polar Star. <box>194 559 370 802</box>
list-item: Otago, for Northern Ports and Melbourne Oct. 6th. <box>6 440 177 450</box>
paragraph: The House then adjourned till to-morrow (this evening) at 7 o'clock. <box>921 1170 1113 1191</box>
newspaper-title: THE SOUTHLAND TIMES <box>375 2 739 23</box>
paragraph: A meeting of the promoters of the proposed exhibition connected with the Southland Art Union was held yesterday, when it was arranged that the Exhibition should be opened on the 23rd of November next—in Invercargill. <box>557 223 732 276</box>
paragraph: Mr Pearson to move at next sitting—"That a respectful address be presented to His Honor the Superintendent, requesting the sum of £1000 to be placed on the Estimates as a reward for the discovery of a payable goldfield within the Province of Southland, which shall within six months after discovery yield not less than 8000 oz of gold, with power to the Government to apply the whole or part of the £1000 as a reward for the discovery of a goldfield outside the boundaries of the Province, from which it will derive a direct and exclusive benefit." <box>921 1217 1113 1333</box>
paragraph: The Speaker was of opinion that there could be no objection for proceeding with any business of that kind. The Council had been formerly opened by proclamation. <box>738 717 915 758</box>
paragraph: Mr Clerke—why? <box>930 553 992 563</box>
paragraph: We are requested to draw attention to an alteration in the date of Mr Osborne's furniture sale. In consequence of Thursday being the Presbyterian Fast Day, the sale will not take place until Saturday, 3rd October, at 12 o'clock. <box>557 122 732 174</box>
paragraph: Campbelltown—Daily, at 9 a.m. <box>203 856 312 866</box>
birth-title: BIRTH. <box>261 1015 303 1027</box>
list-item: Tararua, for Melbourne, Oct. 14th. <box>6 467 122 477</box>
paragraph: Mr Johnston seconded the motion. <box>930 948 1046 958</box>
table-row: Tea, 600 lbs ... 15 0 0 <box>7 1132 183 1142</box>
herald-intro: The 'Sydney Morning Herald,' 16th Sept., says:— <box>6 1243 174 1253</box>
paragraph: The Provincial Treasurer could not see what form such notices might take. <box>738 692 915 713</box>
paragraph: Mr Bastian asked if the tenders would be opened in the presence of the Council, or be opened by the Executive, before coming to the Council? <box>921 382 1113 413</box>
table-row: Sundries ... 7 13 9 <box>7 1221 183 1231</box>
news-paras <box>557 32 732 1608</box>
column-council: PROVINCIAL COUNCIL. FOURTH SESSION. MONDAY, 28TH SEPTEMBER, 1868. The Fourth Session of the Third Provincial Council of Southland was opened in the Council Hall, Kelvin-street, this day, at noon. The following members were present, viz.:—Messrs Wilson (Speaker), Pratt, Ross, Johnston, Clerke, Dalrymple, Pearson, M'Clure, Armstrong, Blacklock, Hately, Swale, Monckton, Longuet, Daniels and Bastian. The Speaker having opened the Session with the customary prayers, The Clerk read the Proclamation convening the Council. NEW MEMBER. Mr Clerke introduced Mr Pratt, the recently elected member for Invercargill. HIS HONOR'S OPENING ADDRESS. Mr Armstrong apprehended that those present were aware that His Honor the Superintendent was absent, at Wellington, where he had gone to attend to affairs of the Province. It was hoped that the business of the General Assembly would have been so far advanced as to have enabled His Honor to be back in time to open the Council, but in consequence of the very long debates there the actual business had not yet commenced, and it was deemed advisable that he should remain. Immediately on it being known that he would not be present, the Council was called together, an address prepared by the Executive, and sent up for his signature. It was expected by the Lord Ashley, which was now due, but not having arrived he considered that the only course was to adjourn the House till to-morrow evening. NOTICES OF MOTION. Mr Pearson enquired if notices of motion could be given in the meantime. The Provincial Treasurer would explain. With regard to the Estimates, on this occasion of His Honor being absent the usual address could not be presented to him. It was therefore proposed that after this meeting, hon. members should acquaint the Government with what sums they wished put upon the Appropriation Bill, the Government being free to vote for such sums or not when they came before the House. He had a draft of the Bill with him, and by looking over it hon. members would see whether the sums they wished for were on it or not. Mr Pearson thought that the simplest way would be to give notice of motion for Tuesday evening's sitting, which would give the Government time to put them in if it thought fit. The Provincial Treasurer could not see what form such notices might take. The Speaker was of opinion that there could be no objection for proceeding with any business of that kind. The Council had been formerly opened by proclamation. Mr Pearson then gave notice of motion having reference to cutting tracks in the Longwood Ranges; also, that he would move a series of resolutions with reference to Immigration; also, that reserves should be made for educational purposes. For the inspection of the House, the hon member laid on the table the map shewing the reserves he meant. REPORT ON THE HOSPITAL. Mr Armstrong laid on the table the report of the Committee appointed to enquire into the present arrangements of the Hospital. He moved that it be read. The Provincial Treasurer seconded the motion, and it was read by Mr M'Arthur, clerk to the Council. MR PERRY'S CLAIM. The Provincial Treasurer intimated that he held in his hand a mass of correspondence relative to an old claim on the Government, made by Mr Geo. Perry, for land which that gentleman asserts had been taken for railway purposes. In order that the whole subject might be thoroughly understood, he (the Provincial Treasurer) thought it advisable that a select committee should take it into consideration. The correspondence was great, and, besides, judging from it, he considered that the Committee should have power to examine witnesses, and so be enabled to arrive at a decision. As yet nothing had been done in the matter, and Mr Perry was now urging his claim. He (the Provincial Treasurer) gave notice that at next sitting he would move that a select committee, consisting of Messrs Ross, Bastian, Dalrymple, and the mover, be appointed to enquire into the claim. Mr Armstrong laid on the table the report of the Director of Meteorological Stations. CORRESPONDENCE. Mr M'Clure laid on the table the correspondence relative to the supply of plant, &c., for completing the Oreti Railway, and moved that it be read. Mr Armstrong seconded the motion. This report was very long. There were numerous letters and instructions relating entirely to the inspection and delivery of the plant, involving details of no public interest. The Provincial Treasurer laid on the table for the information of the House, that a further sum, viz., £3000, in addition to the £10,000 mentioned in the correspondence, had been paid to the bank. It was an omission of the Clerk's this not appearing in the correspondence which had been read. The total sum paid was now £13,000. On the motion of Mr Armstrong, the House then adjourned at half-past one till to-morrow evening at seven o'clock. TUESDAY EVENING. The House met shortly after seven o'clock, when the following members were present, viz.—Messrs Daniels, Armstrong, Blacklock, Dalrymple, Howell, Clerke, Longuet, Swale, Pearson, Johnston, Bastian, M'Clure, Monckton, Hately, Calder, Ross and Pratt. The Speaker did not take his seat till twenty-five minutes past seven, and after <box>732 32 920 1558</box>
paragraph: The 'Australian Medical Journal' for September contains, in addition to several articles of great interest to the profession, two very important papers on diphtheria. Dr Day, of Geelong, confirms Mr Blair's view that it is, in the first instance at any rate, a local disease. Dr Thomas gives a brief history of diphtheria. So far from being of modern origin, it is described by Hippocrates Cœsus and Artæus. It was known in Holland, Basle, Paris, and Spain in the latter portions of the sixteenth century, and was very fatal in England about 1740. From that date it did not revisit the mother-country until 1858. Dr Thomas found great good from the administration of sulphurous acid. <box>557 545 732 693</box>
list-item: Sept. 26—Wellington, s.s., for South. <box>6 840 132 850</box>
list-item: Sept. 27—Rangitoto, s.s., from Nelson. <box>6 1027 139 1037</box>
wellington-sailed <box>6 840 184 891</box>
list-item: Lord Ashley, for Northern Ports, Oct. 3rd. <box>6 426 147 436</box>
perry-paras <box>738 947 915 1162</box>
total-row: £86 6 8 <box>6 1176 184 1187</box>
page-mark: 4 <box>12 4 20 20</box>
council-title: PROVINCIAL COUNCIL. <box>772 35 881 76</box>
wellington-arrived <box>6 789 184 827</box>
shipping-heading: SHIPPING INTELLIGENCE. <box>6 33 184 75</box>
greymouth-arrived <box>6 1014 184 1025</box>
paragraph: "The Hon. Mr Taylor said that when his honorable friend Mr Nurse called for correspondence on the subject of the Auckland Islands, it was the intention of that honorable gentleman to bring the subject before the Council, and he (Mr Taylor) very much regretted that that gentleman was absent and not able to do so, as he, being a naval officer, would have done justice to the subject. He presumed that all the members of the Council were well acquainted with the unfortunate accidents which gave rise to the necessity for sending the second expedition to the Auckland Islands, and the object he had in bringing his motion before the Council was that it might recommend the adoption of some measure by which similar accidents might in future be avoided. In reading over the correspondence which had taken place between the Colonial Secretary of New Zealand and the Chief Secretaries of the various Australian Colonies, he did not see that any one of them had suggested that anything more should be done in the matter than had been accomplished by the Provincial Government of Southland when they sent the Amherst on her last expedition; but he did not think that the matter ought to be allowed to rest at that stage. Something of a more permanent nature ought to be done. Not being technically competent in such matters he could not speak with authority on the subject; but he might say that he had heard the opinions of several masters of vessels and naval officers, on whose judgment he could rely, to the effect that it was not at all impracticable to maintain a light on the Auckland Islands at a moderate expense, and he did not think that the expense would be so great as that some persons supposed. He thought many persons could be found who would be willing to take charge of the light for the privilege of occupying the whole or part of the island, and probably all that would have to be provided by the Colony of New Zealand and the other colonies joining in the expense would be the necessary ingredients for maintaining it. He was sorry that he had not included in this motion power to the Committee to call for persons and papers; but if the Council would give leave for his doing so, he would be glad, as he would have liked that Mr Balfour should have been examined on the subject, and also that the honorable member representing the Government would provide the Committee with a copy of Mr Armstrong's report, which had been omitted from amongst the papers which had as yet been provided. There was one other point in connexion with this matter which he would like to mention. He wished to draw attention to the admirable behaviour of the officers and crew of the brig Amherst, when they were sent out to the Auckland Islands, by the Provincial Government of Southland, to look for the four remaining men after the others had escaped. They made no stipulation for any remuneration to themselves, either for sacrificing the remainder of their season's sealing and whaling in leaving their fishing-ground to take the rescued men, or for their services in going out a second time to explore the neighboring groups of islands for the missing four, but said they would trust to the Colonial Government to see that they should not be absolute losers. What the Provincial Government did was simply to pay their insurance, and it then out for three months. They went out for ten weeks, and for their own services they and the owners received absolutely nothing, and he would therefore like if the General Government of New Zealand, and the Governments of the Australian Colonies, would in some way remunerate them. He would also feel very much gratified if the General Government, and the Legislative Council thought fit to express their thanks to Mr Armstrong, who volunteered his services in taking charge of the expedition. Mr Armstrong had done so at a great sacrifice to himself. He was a man to whom pecuniary remuneration could not be offered; but the thanks of the Government would be very highly prized. Any person reading the report which he had made would feel satisfied that he had thoroughly earned them. He begged to move the correspondence of the General Government of New Zealand with the Colonial Governments of Australia with reference to the losses of ships on the Auckland Islands be referred to a Select Committee, with power to call for persons and papers, with the object of recommending what specific action should be taken on the subject. The Committee to consist of the Hon. Mr Lee, the Hon. Colonel Russell, the Hon. Mr Domett, the Hon. the Speaker and the Mover. Motion agreed to." <box>376 77 551 1081</box>
projected-list <box>6 400 184 478</box>
list-item: Sept. 28—Waihopai, schooner, from Invercargill. <box>6 627 172 637</box>
paragraph: The Provincial Treasurer objected to the House meeting before the arrival of the mail. There might be despatches and other things to consider which would require some time. After some consultation, however, he said he would not object to adjourning till to-morrow night. <box>921 1007 1113 1070</box>
greymouth-sailed <box>6 1028 184 1039</box>
paragraph: The price of coal at Newcastle has been reduced to 5s 6d per ton, free on board. This is a lower price than as ever before been quoted. <box>557 454 732 486</box>
paragraph: By the arrival of the 'Gothenburg' we are in receipt of our files of Victorian papers to the 19th September. The 'Argus,' of that date reports:— <box>6 1514 184 1545</box>
tide-head: A.M. P.M. <box>78 112 184 122</box>
masthead <box>0 0 1114 27</box>
table-row: Brandy, 30 gals ... 6 18 1 2 <box>7 1111 183 1121</box>
paragraph: The Fourth Session of the Third Provincial Council of Southland was opened in the Council Hall, Kelvin-street, this day, at noon. <box>738 117 915 148</box>
post-paras <box>194 856 370 915</box>
birth-wilson: Wilson.—At Argyle, Waianiwa, Southland, N.Z., on the 16th September, Mrs John Wilson, of a son. <box>194 1056 370 1076</box>
paragraph: Mr Calder was surprised the Government had not made use of the Telegraph to ascertain whether the address was on board the Lord Ashley or not. <box>921 732 1113 763</box>
paragraph: The Speaker said there was no doubt but that the remarks and quotations of the hon. member were intended for him, but he hoped he would be excused, as it was the only occasion he had kept the House waiting. (Hear, hear.) He explained that having been a bit out of town he was not aware of it being so late, and that it was quite competent for the House to appoint any one to the chair when the Speaker was not present. He would concur with that being done when from any neglect of his business could not be proceeded with. <box>921 90 1113 196</box>
paragraph: A boiler explosion, which most providentially, and indeed, almost miraculously, was unattended by fatal results (states the 'Kyneton Guardian' Victoria), occurred at the village of Metcalfe on Wednesday. Mr Charles Young was advertised to sell by auction the sawmill, plant, and machinery of Mr Montgomery, and amongst the machinery was an old eight-horse power portable steam engine. Before the sale commenced, steam was got up with a view of exhibiting the capacity of the engine. Some thirty persons were standing around, and we believe the driver was once or twice cautioned that he was working the engine beyond its power. The result proved that the warning was not unnecessary, although it was unheeded, for with a terrific explosion the boiler burst. The consternation of such of the bystanders as were not prostrated by the shock may be more readily imagined than described. Numbers of persons came running to the scene, and it was of course fully believed that scores, if not fatal results must have ensued from the explosion. Upon examination, however, it appeared that although several were injured more or severely none of the injuries were such as to occasion alarm. <box>557 1343 732 1607</box>
exports-text: Per Gothenburg for Dunedin—2 casks oysters, Gilroy; 4 casks, 5 cases bacon, Douglass; 5 bags guano, G. G. Russell & Co.; 5 casks fish, Nichol. <box>6 228 184 259</box>
column-council-cont: opening proceedings with the usual prayers, Mr Johnston took occasion to read from the Standing Orders of the House of Commons, the course of procedure in the event of the Speaker being unavoidably absent. The Speaker said there was no doubt but that the remarks and quotations of the hon. member were intended for him, but he hoped he would be excused, as it was the only occasion he had kept the House waiting. (Hear, hear.) He explained that having been a bit out of town he was not aware of it being so late, and that it was quite competent for the House to appoint any one to the chair when the Speaker was not present. He would concur with that being done when from any neglect of his business could not be proceeded with. Mr Armstrong regretted to announce that the expected address from His Honor the Superintendent had not come forward, the Lord Ashley not having yet arrived. He had consulted with the Provincial Solicitor, who advised that under the Constitution Act there was no occasion for opening the Council by an address from His Honor, but that it having been always the custom, it was recommended that it should not be dispensed with. The Government, therefore, would not proceed to business until they got it. The Government now proposed to adjourn for a fortnight, but, before doing so formally, he would like to hear the views of members on the subject. He would remind them that to-morrow was the last day appointed for receiving tenders for completing the railway, and in consequence of this delay in receipt of the message he would propose an extension of time for the tenders. Mr Bastian asked if the tenders would be opened in the presence of the Council, or be opened by the Executive, before coming to the Council? The Provincial Treasurer said the Council had already decided that the tenders should be placed before it, and it was the intention of Government to lay them, unopened, on the table. The House would then be left to deal with them, by referring to a Select Committee, or in such other way as might be thought most advisable. Mr Dalrymple as a disinterested individual, could not see why the House should adjourn for a fortnight. They were all aware that a considerable number of gentlemen were waiting to hear the decision as to the tenders. Mr Armstrong remarked that there was a Fast Day this week. Mr Clerke—why? Mr Armstrong—That can best be answered by the town members. Mr Johnston called attention to the fact that the tenders were to be opened, or at least advertised to be opened, on Thursday, and he was informed that a considerable number were waiting to hear the result. Mr Bastian thought that if it could be legally done, they should meet and open the tenders to-morrow. After some remarks from other hon. members. Mr Armstrong moved that the House adjourn for a fortnight. It was just possible the address might not be in the Lord Ashley and in that case there was no use in meeting earlier. Mr Swale seconded the motion. Mr Calder was surprised the Government had not made use of the Telegraph to ascertain whether the address was on board the Lord Ashley or not. Mr Armstrong—We have done so, and there is no reply. Mr Calder—A most extraordinary thing. In that case the Council should not adjourn for a fortnight, but wait till to-morrow and see if an answer comes. He would move as an amendment that the House adjourn till to-morrow night. Since the members were in town at any rate it was no great loss to them waiting a day longer compared with what it would be were they going home and compelled to return again in a fortnight. The Speaker suggested an adjournment till to-morrow forenoon. Mr Calder had no objection, but he wished the Government to have time to telegraph, in the event of no message arriving, to telegraph and receive a reply before evening. Mr Johnston seconded the motion. Mr Armstrong said the Government had no objections to the amendment. He had proposed adjourning for a fortnight in order that more time would be given to have everything in order. The Provincial Treasurer objected to the House meeting before the arrival of the mail. There might be despatches and other things to consider which would require some time. After some consultation, however, he said he would not object to adjourning till to-morrow night. Mr Armstrong then withdrew his motion. Mr Clerke—What then is to become of the Message and Address? Mr Armstrong—They will be adjourned too. The Provincial Treasurer—The adjournment of the House, adjourns all the business. The hon. member has surely run against a grindstone to-night, he is so sharp. (Laughter.) The House then adjourned till to-morrow (this evening) at 7 o'clock. NOTICE OF MOTION. Mr Pearson to move at next sitting—"That a respectful address be presented to His Honor the Superintendent, requesting the sum of £1000 to be placed on the Estimates as a reward for the discovery of a payable goldfield within the Province of Southland, which shall within six months after discovery yield not less than 8000 oz of gold, with power to the Government to apply the whole or part of the £1000 as a reward for the discovery of a goldfield outside the boundaries of the Province, from which it will derive a direct and exclusive benefit." <box>915 32 1117 1558</box>
local-paras <box>376 1095 551 1344</box>
paragraph: The Clerk read the Proclamation convening the Council. <box>738 231 915 252</box>
list-item: Sept. 28—Gothenburg, s.s., 459 tons, Underwood, for Dunedin. Dalgety & Co. agents. <box>6 193 184 214</box>
lyttelton-sailed <box>6 739 184 763</box>
tuesday-paras <box>738 1397 915 1474</box>
